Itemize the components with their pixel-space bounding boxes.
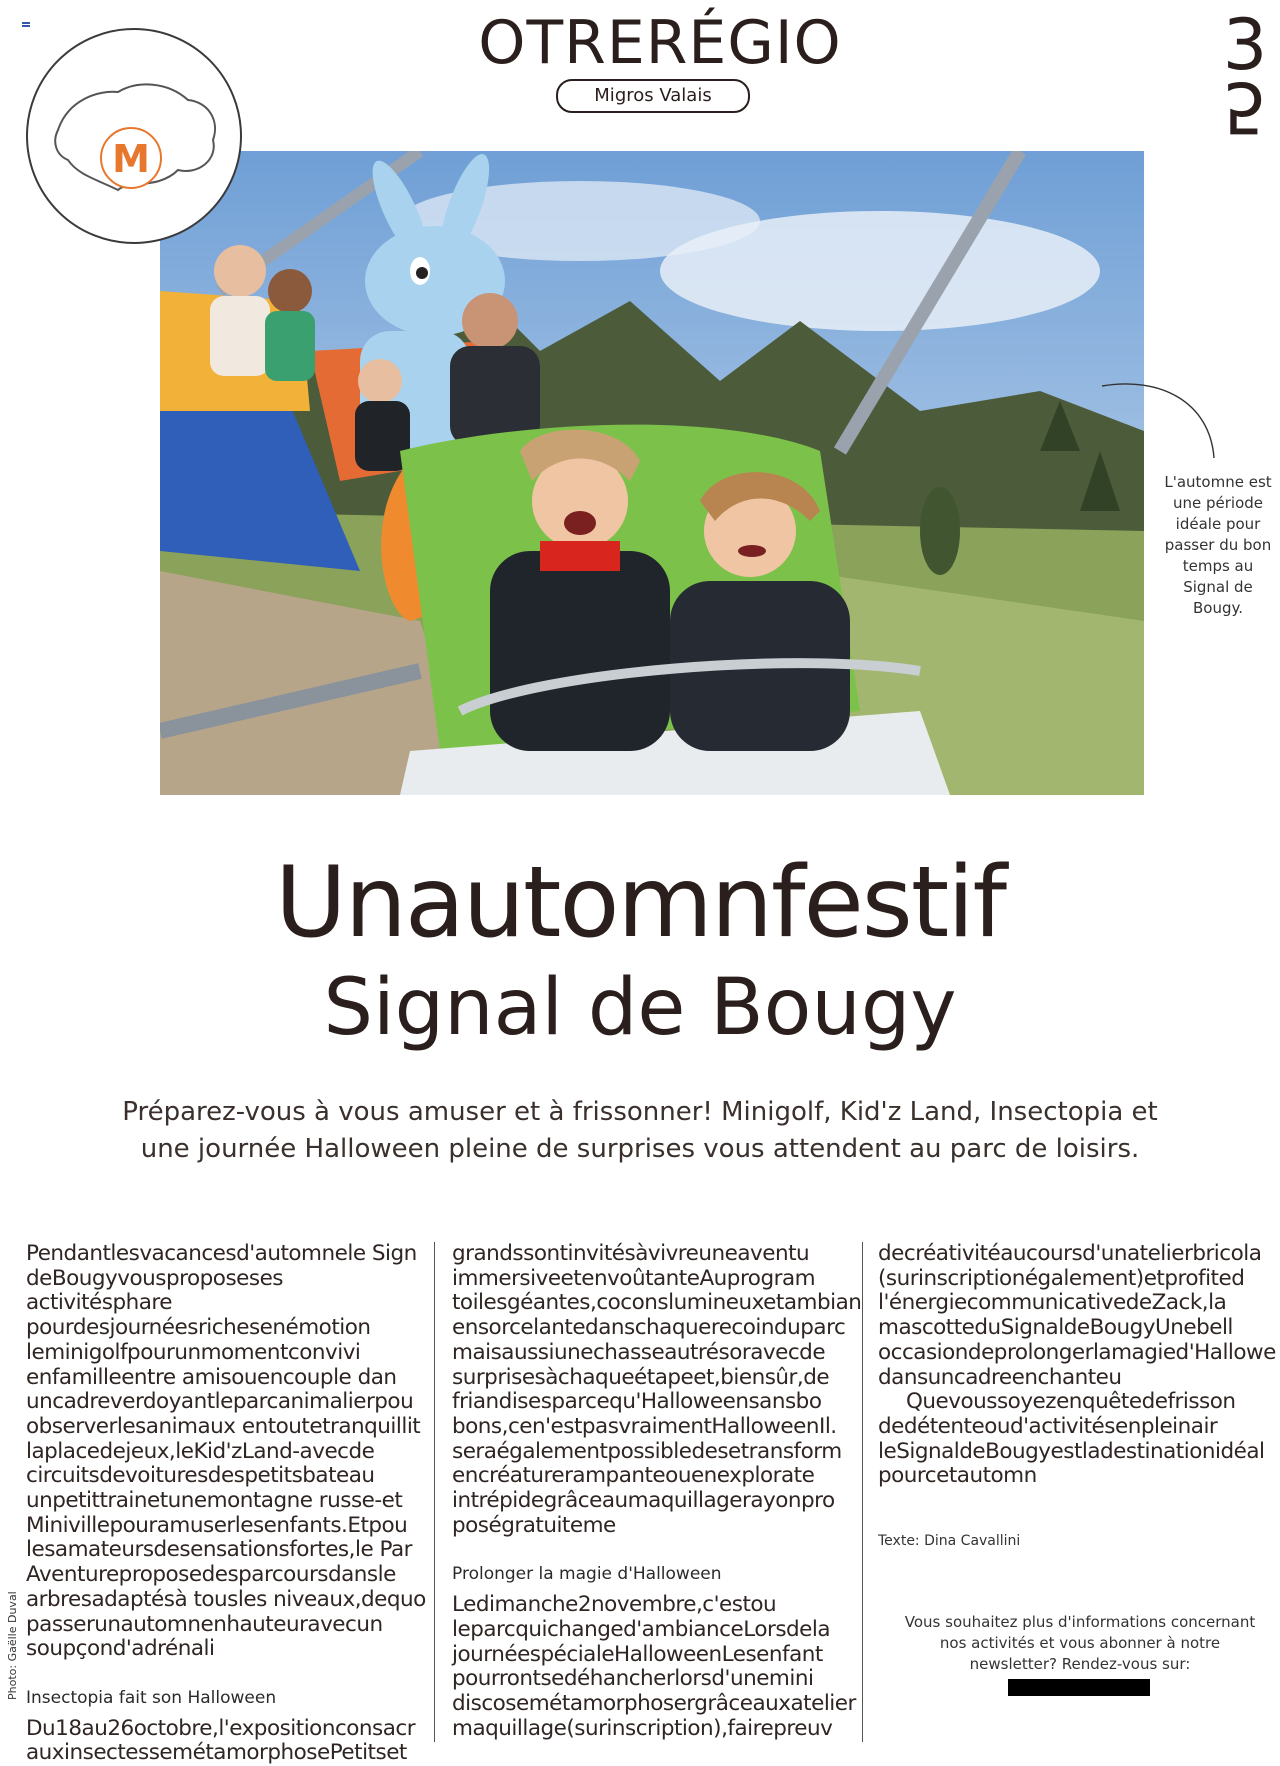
migros-region-badge <box>26 28 242 244</box>
page-number <box>1210 4 1280 148</box>
page-number-flipped: 5 <box>1222 66 1268 148</box>
newsletter-info: Vous souhaitez plus d'informations concernant nos activités et vous abonner à notre newsletter? Rendez-vous sur: <box>904 1613 1256 1673</box>
caption-leader-line <box>1100 382 1230 462</box>
author-credit: Texte: Dina Cavallini <box>878 1533 1021 1550</box>
magazine-title: OTRERÉGIO <box>478 8 842 78</box>
headline-line2: Signal de Bougy <box>323 963 957 1053</box>
column-1 <box>26 1242 426 1766</box>
subheading-halloween: Prolonger la magie d'Halloween <box>452 1564 722 1585</box>
fun-ride-photo <box>160 151 1144 795</box>
photo-caption: L'automne est une période idéale pour passer du bon temps au Signal de Bougy. <box>1164 473 1272 617</box>
column-2 <box>452 1241 862 1741</box>
redacted-link[interactable] <box>1008 1679 1150 1696</box>
column-divider <box>434 1242 435 1742</box>
switzerland-map-icon <box>28 30 240 242</box>
column-1-paragraph-2: Du18au26octobre,l'expositionconsacr auxinsectessemétamorphosePetitset <box>26 1715 416 1766</box>
flag-icon <box>22 22 30 27</box>
column-3-paragraph: decréativitéaucoursd'unatelierbricola (surinscriptionégalement)etprofited l'énergiecommunicativedeZack,la mascotteduSignaldeBougyUnebell occasiondeprolongerlamagied'Hallowe dansuncadreenchanteu <box>878 1241 1276 1390</box>
main-photo <box>160 151 1144 795</box>
photo-credit: Photo: Gaëlle Duval <box>6 1591 19 1700</box>
lead-paragraph: Préparez-vous à vous amuser et à frissonner! Minigolf, Kid'z Land, Insectopia et une journée Halloween pleine de surprises vous attendent au parc de loisirs. <box>122 1097 1158 1164</box>
column-2-paragraph-2: Ledimanche2novembre,c'estou leparcquichanged'ambianceLorsdela journéespécialeHalloweenLesenfant pourrontsedéhancherlorsd'unemini discosemétamorphosergrâceauxatelier maquillage(surinscription),fairepreuv <box>452 1592 856 1741</box>
migros-logo-letter: M <box>112 137 150 181</box>
column-2-paragraph: grandssontinvitésàvivreuneaventu immersiveetenvoûtanteAuprogram toilesgéantes,coconslumineuxetambian ensorcelantedanschaquerecoinduparc maisaussiunechasseautrésoravecde surprisesàchaqueétapeet,biensûr,de friandisesparcequ'Halloweensansbo bons,cen'estpasvraimentHalloweenIl. seraégalementpossibledesetransform encréaturerampanteouenexplorate intrépidegrâceaumaquillagerayonpro poségratuiteme <box>452 1241 862 1538</box>
subheading-insectopia: Insectopia fait son Halloween <box>26 1687 277 1708</box>
headline-line1: Unautomnfestif <box>275 846 1005 960</box>
column-3 <box>878 1242 1278 1554</box>
column-1-paragraph: Pendantlesvacancesd'automnele Sign deBougyvousproposeses activitésphare pourdesjournéesrichesenémotion leminigolfpourunmomentconvivi enfamilleentre amisouencouple dan uncadreverdoyantleparcanimalierpou observerlesanimaux entoutetranquillit laplacedejeux,leKid'zLand-avecde circuitsdevoituresdespetitsbateau unpetittrainetunemontagne russe-et Minivillepouramuserlesenfants.Etpou lesamateursdesensationsfortes,le Par Aventureproposedesparcoursdansle arbresadaptésà tousles niveaux,dequo passerunautomnenhauteuravecun soupçond'adrénali <box>26 1241 426 1662</box>
column-3-paragraph-2: Quevoussoyezenquêtedefrisson dedétenteoud'activitésenpleinair leSignaldeBougyestladestinationidéal pourcetautomn <box>878 1389 1265 1489</box>
column-divider <box>862 1242 863 1742</box>
region-pill: Migros Valais <box>556 79 750 113</box>
page-number-top: 3 <box>1222 4 1268 86</box>
